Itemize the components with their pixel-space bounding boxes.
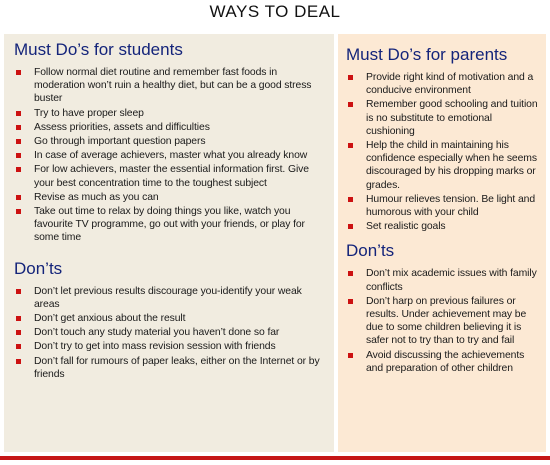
list-item-text: In case of average achievers, master what you already know bbox=[34, 150, 308, 162]
page-title: WAYS TO DEAL bbox=[209, 2, 341, 21]
list-item bbox=[346, 295, 540, 348]
list-item-text: For low achievers, master the essential information first. Give your best concentration time to the toughest subject bbox=[34, 164, 309, 189]
list-item-text: Don’t touch any study material you haven’t done so far bbox=[34, 327, 280, 339]
bullet-square-icon bbox=[348, 353, 353, 358]
list-item-text: Humour relieves tension. Be light and humorous with your child bbox=[366, 193, 535, 219]
list-item bbox=[346, 267, 540, 293]
list-item-text: Help the child in maintaining his confidence especially when he seems discouraged by his dropping marks or grades. bbox=[366, 140, 537, 191]
list-item bbox=[346, 98, 540, 138]
bullet-square-icon bbox=[16, 195, 21, 200]
list-item-text: Take out time to relax by doing things you like, watch you favourite TV programme, go out with your friends, or play for some time bbox=[34, 206, 305, 244]
parents-donts-heading: Don’ts bbox=[346, 241, 395, 261]
bullet-square-icon bbox=[16, 330, 21, 335]
students-donts-heading: Don’ts bbox=[14, 258, 63, 278]
bullet-square-icon bbox=[16, 153, 21, 158]
list-item-text: Go through important question papers bbox=[34, 136, 206, 148]
bullet-square-icon bbox=[348, 197, 353, 202]
list-item bbox=[346, 349, 540, 375]
list-item-text: Don’t try to get into mass revision session with friends bbox=[34, 341, 276, 353]
bullet-square-icon bbox=[16, 344, 21, 349]
list-item bbox=[14, 121, 328, 134]
bullet-square-icon bbox=[348, 143, 353, 148]
bullet-square-icon bbox=[16, 125, 21, 130]
students-heading: Must Do’s for students bbox=[14, 40, 183, 59]
list-item bbox=[346, 220, 540, 233]
parents-heading: Must Do’s for parents bbox=[346, 45, 508, 64]
bullet-square-icon bbox=[16, 359, 21, 364]
list-item bbox=[14, 191, 328, 204]
list-item-text: Assess priorities, assets and difficulties bbox=[34, 121, 210, 133]
list-item bbox=[346, 71, 540, 97]
bullet-square-icon bbox=[348, 102, 353, 107]
list-item-text: Remember good schooling and tuition is no substitute to emotional cushioning bbox=[366, 99, 538, 137]
bullet-square-icon bbox=[348, 75, 353, 80]
bullet-square-icon bbox=[16, 167, 21, 172]
bullet-square-icon bbox=[16, 289, 21, 294]
list-item bbox=[14, 355, 328, 381]
parents-donts-list bbox=[346, 267, 540, 375]
list-item bbox=[14, 149, 328, 162]
bullet-square-icon bbox=[16, 111, 21, 116]
list-item bbox=[14, 340, 328, 353]
bullet-square-icon bbox=[348, 299, 353, 304]
list-item bbox=[14, 205, 328, 245]
bullet-square-icon bbox=[16, 139, 21, 144]
list-item bbox=[14, 107, 328, 120]
list-item bbox=[14, 326, 328, 339]
bullet-square-icon bbox=[348, 271, 353, 276]
list-item-text: Avoid discussing the achievements and preparation of other children bbox=[366, 349, 525, 374]
parents-must-do-list bbox=[346, 71, 540, 233]
list-item-text: Try to have proper sleep bbox=[34, 107, 144, 119]
parents-panel bbox=[338, 34, 546, 452]
list-item bbox=[346, 139, 540, 192]
list-item-text: Don’t let previous results discourage you-identify your weak areas bbox=[34, 285, 302, 310]
bullet-square-icon bbox=[16, 70, 21, 75]
bullet-square-icon bbox=[16, 316, 21, 321]
bottom-rule bbox=[0, 456, 550, 460]
students-panel bbox=[4, 34, 334, 452]
list-item bbox=[14, 312, 328, 325]
students-must-do-list bbox=[14, 66, 328, 245]
list-item-text: Set realistic goals bbox=[366, 221, 446, 233]
list-item bbox=[14, 163, 328, 189]
list-item bbox=[346, 193, 540, 219]
list-item-text: Revise as much as you can bbox=[34, 191, 159, 203]
list-item-text: Don’t harp on previous failures or results. Under achievement may be due to some children believing it is safer not to try than to try and fail bbox=[366, 295, 527, 347]
bullet-square-icon bbox=[348, 224, 353, 229]
list-item-text: Follow normal diet routine and remember fast foods in moderation won’t ruin a healthy diet, but can be a good stress buster bbox=[34, 67, 312, 105]
list-item bbox=[14, 285, 328, 311]
list-item bbox=[14, 66, 328, 106]
list-item-text: Provide right kind of motivation and a conducive environment bbox=[366, 72, 534, 97]
students-donts-list bbox=[14, 285, 328, 381]
bullet-square-icon bbox=[16, 209, 21, 214]
list-item-text: Don’t fall for rumours of paper leaks, either on the Internet or by friends bbox=[34, 355, 320, 380]
list-item-text: Don’t mix academic issues with family conflicts bbox=[366, 268, 537, 293]
list-item-text: Don’t get anxious about the result bbox=[34, 313, 186, 325]
list-item bbox=[14, 135, 328, 148]
